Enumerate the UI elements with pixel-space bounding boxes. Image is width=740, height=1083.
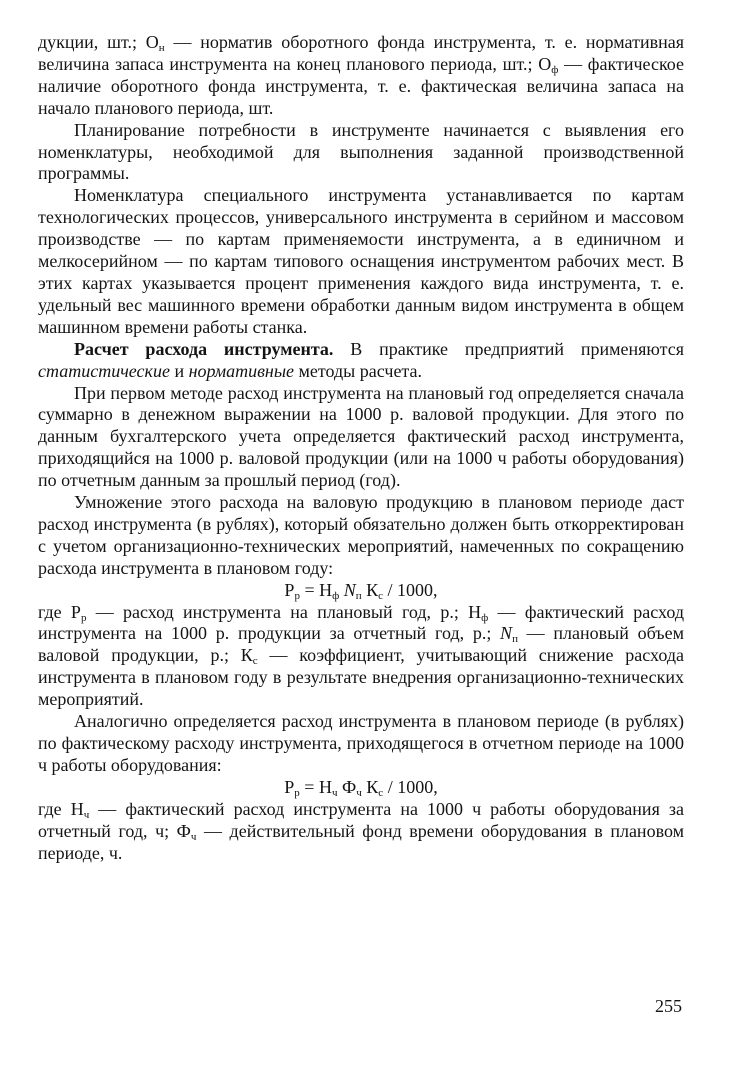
section-heading: Расчет расхода инструмента. <box>74 338 334 359</box>
paragraph-1: дукции, шт.; $О_н$ — норматив оборотного фонда инструмента, т. е. нормативная величина запаса инструмента на конец планового периода, шт.; $О_ф$ — фактическое наличие оборотного фонда инструмента, т. е. фактическая величина запаса на начало планового периода, шт. <box>38 32 684 118</box>
paragraph-9: где $Н_ч$ — фактический расход инструмента на 1000 ч работы оборудования за отчетный год, ч; $Ф_ч$ — действительный фонд времени оборудования в плановом периоде, ч. <box>38 798 685 863</box>
paragraph-3: Номенклатура специального инструмента устанавливается по картам технологических процессов, универсального инструмента в серийном и массовом производстве — по картам применяемости инструмента, а в единичном и мелкосерийном — по картам типового оснащения инструментом рабочих мест. В этих картах указывается процент применения каждого вида инструмента, т. е. удельный вес машинного времени обработки данным видом инструмента в общем машинном времени работы станка. <box>38 185 684 337</box>
document-page <box>38 32 684 864</box>
page-number: 255 <box>655 996 682 1016</box>
paragraph-8: Аналогично определяется расход инструмента в плановом периоде (в рублях) по фактическому расходу инструмента, приходящегося в отчетном периоде на 1000 ч работы оборудования: <box>38 711 684 775</box>
formula-2: $Р_р = Н_ч$ $Ф_ч$ $К_с / 1000$, <box>284 776 438 799</box>
paragraph-6: Умножение этого расхода на валовую продукцию в плановом периоде даст расход инструмента (в рублях), который обязательно должен быть откорректирован с учетом организационно-технических мероприятий, намеченных по сокращению расхода инструмента в плановом году: <box>38 492 684 578</box>
paragraph-4: Расчет расхода инструмента. В практике предприятий применяются статистические и нормативные методы расчета. <box>38 338 684 381</box>
paragraph-2: Планирование потребности в инструменте начинается с выявления его номенклатуры, необходимой для выполнения заданной производственной программы. <box>38 119 684 184</box>
paragraph-7: где $Р_р$ — расход инструмента на плановый год, р.; $Н_ф$ — фактический расход инструмента на 1000 р. продукции за отчетный год, р.; $N_п$ — плановый объем валовой продукции, р.; $К_с$ — коэффициент, учитывающий снижение расхода инструмента в плановом году в результате внедрения организационно-технических мероприятий. <box>38 601 684 710</box>
paragraph-5: При первом методе расход инструмента на плановый год определяется сначала суммарно в денежном выражении на 1000 р. валовой продукции. Для этого по данным бухгалтерского учета определяется фактический расход инструмента, приходящийся на 1000 р. валовой продукции (или на 1000 ч работы оборудования) по отчетным данным за прошлый период (год). <box>38 382 684 491</box>
formula-1: $Р_р = Н_ф$ $N_п$ $К_с / 1000$, <box>284 579 438 602</box>
